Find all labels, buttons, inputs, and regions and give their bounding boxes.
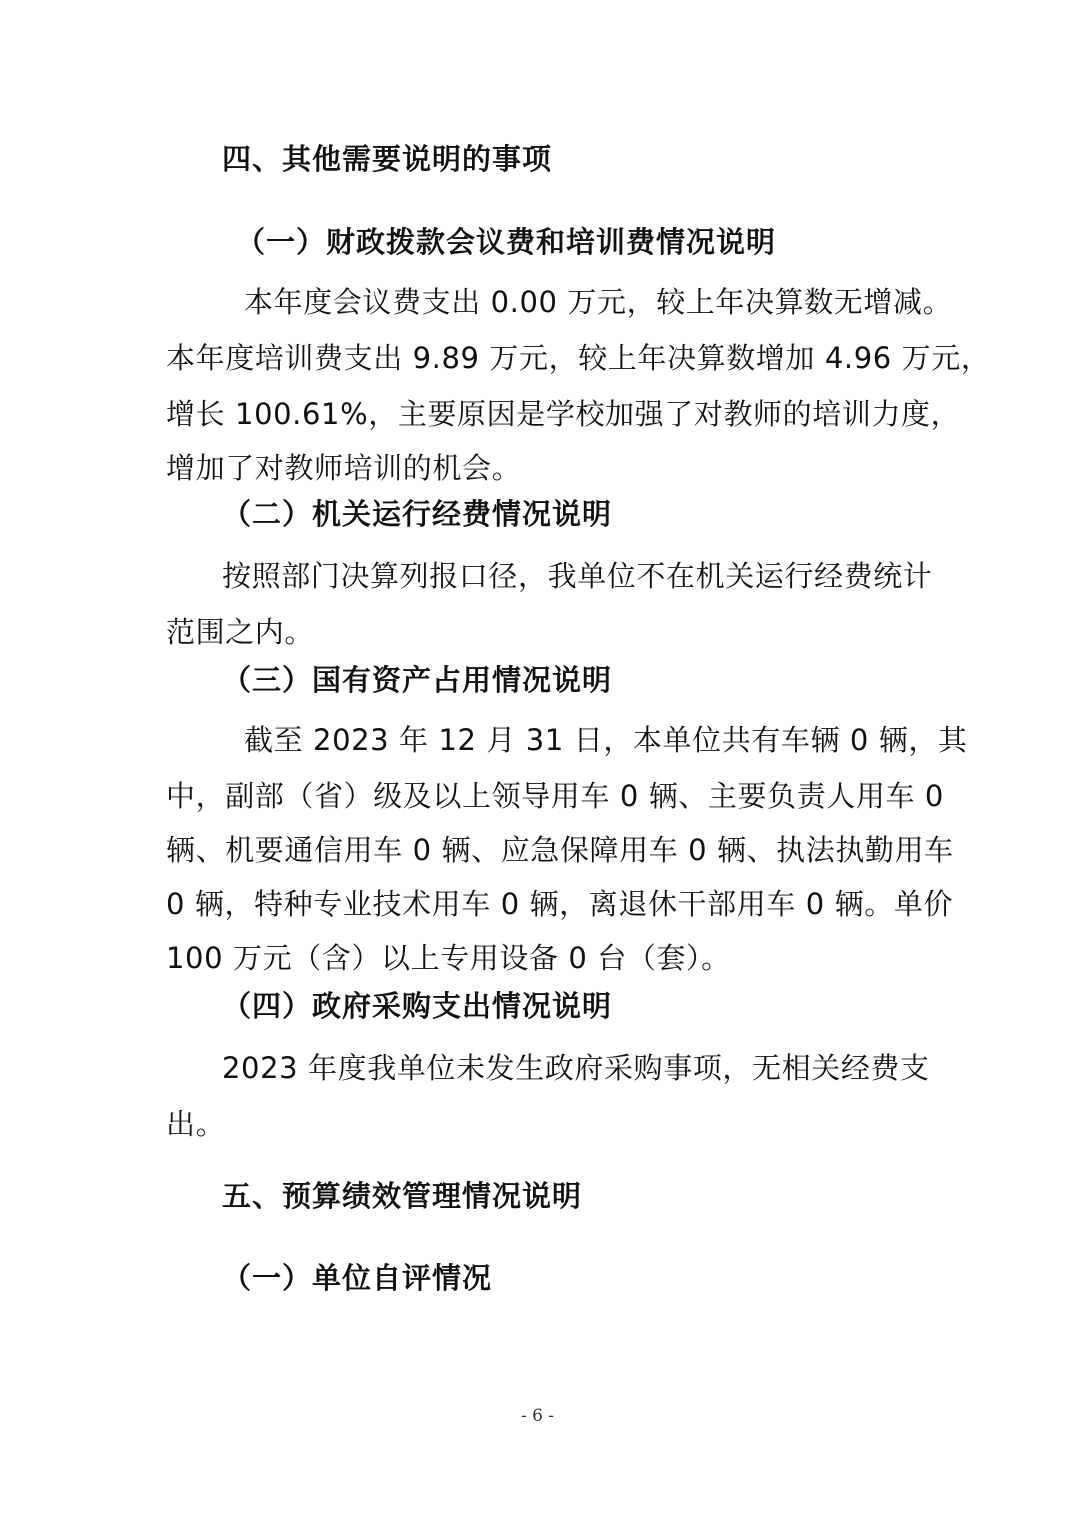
paragraph-line: 本年度会议费支出 0.00 万元，较上年决算数无增减。 — [244, 285, 953, 319]
paragraph-line: 0 辆，特种专业技术用车 0 辆，离退休干部用车 0 辆。单价 — [166, 887, 954, 921]
subheading-self-evaluation: （一）单位自评情况 — [222, 1261, 493, 1295]
page-number: - 6 - — [520, 1406, 555, 1426]
paragraph-line: 范围之内。 — [166, 615, 315, 649]
paragraph-line: 100 万元（含）以上专用设备 0 台（套）。 — [166, 941, 731, 975]
paragraph-line: 按照部门决算列报口径，我单位不在机关运行经费统计 — [222, 559, 933, 593]
subheading-operating-expenses: （二）机关运行经费情况说明 — [222, 497, 613, 531]
paragraph-line: 截至 2023 年 12 月 31 日，本单位共有车辆 0 辆，其 — [244, 723, 968, 757]
paragraph-line: 辆、机要通信用车 0 辆、应急保障用车 0 辆、执法执勤用车 — [166, 833, 954, 867]
paragraph-line: 增长 100.61%，主要原因是学校加强了对教师的培训力度， — [166, 397, 961, 431]
paragraph-line: 2023 年度我单位未发生政府采购事项，无相关经费支 — [222, 1051, 930, 1085]
subheading-meeting-training-fees: （一）财政拨款会议费和培训费情况说明 — [236, 225, 777, 259]
subheading-government-procurement: （四）政府采购支出情况说明 — [222, 989, 613, 1023]
paragraph-line: 增加了对教师培训的机会。 — [166, 451, 522, 485]
paragraph-line: 出。 — [166, 1107, 226, 1141]
section-heading-budget-performance: 五、预算绩效管理情况说明 — [222, 1179, 583, 1213]
subheading-state-assets: （三）国有资产占用情况说明 — [222, 663, 613, 697]
paragraph-line: 中，副部（省）级及以上领导用车 0 辆、主要负责人用车 0 — [166, 779, 944, 813]
paragraph-line: 本年度培训费支出 9.89 万元，较上年决算数增加 4.96 万元， — [166, 341, 991, 375]
section-heading-other-matters: 四、其他需要说明的事项 — [222, 142, 553, 176]
